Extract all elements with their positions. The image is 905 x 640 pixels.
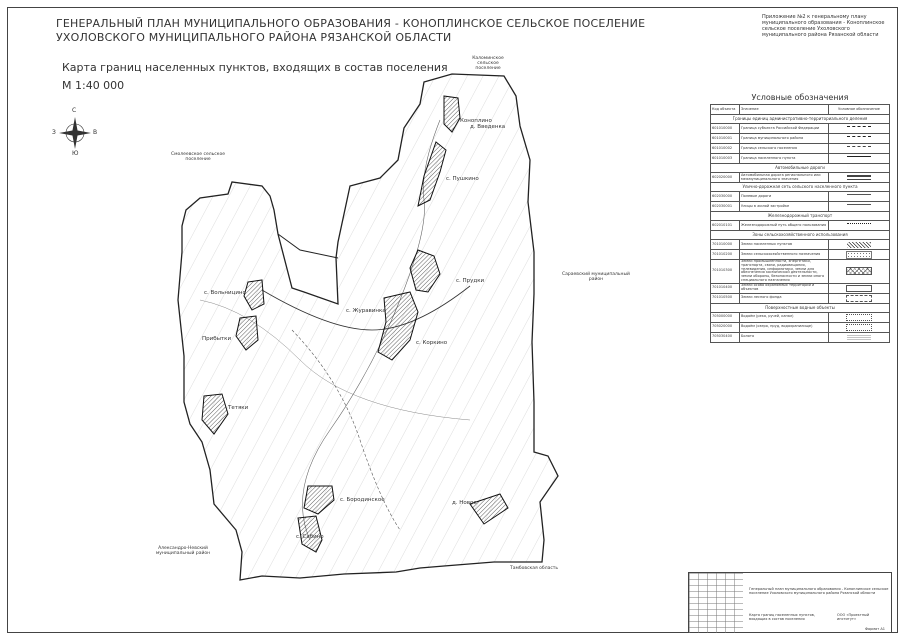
label-zhuravinka: с. Журавинка — [346, 308, 386, 314]
legend-section-title: Границы единиц административно-территориального деления — [711, 115, 890, 124]
legend-row — [711, 124, 890, 134]
label-novoe: д. Новое — [452, 500, 477, 506]
legend-symbol — [829, 124, 890, 134]
legend-section-title: Поверхностные водные объекты — [711, 303, 890, 312]
legend-row — [711, 283, 890, 293]
legend-code: 602020000 — [711, 173, 740, 183]
legend-symbol-thin-icon — [847, 204, 871, 209]
stamp-sheet-title: Карта границ населенных пунктов, входящих в состав поселения — [749, 613, 815, 621]
legend-symbol — [829, 134, 890, 144]
legend-symbol-cross-icon — [846, 267, 872, 275]
legend-symbol — [829, 260, 890, 284]
label-vvedenka: д. Введенка — [470, 124, 506, 130]
legend-code: 601010002 — [711, 144, 740, 154]
legend-item-name: Водоём (река, ручей, канал) — [740, 312, 829, 322]
legend-code: 601010001 — [711, 134, 740, 144]
legend-code: 601010000 — [711, 124, 740, 134]
legend-symbol — [829, 332, 890, 342]
legend-item-name: Автомобильная дорога регионального или межмуниципального значения — [740, 173, 829, 183]
title-block-grid — [689, 573, 743, 633]
legend-item-name: Земли сельскохозяйственного назначения — [740, 250, 829, 260]
label-borodinskoe: с. Бородинское — [340, 497, 385, 503]
legend-section-title: Улично-дорожная сеть сельского населенного пункта — [711, 183, 890, 192]
legend-row — [711, 202, 890, 212]
neighbor-north: Каломинское сельское поселение — [472, 56, 504, 71]
legend-symbol — [829, 154, 890, 164]
legend-code: 701010300 — [711, 260, 740, 284]
legend-col-code: Код объекта — [711, 105, 740, 115]
legend-symbol-rail-icon — [847, 223, 871, 228]
legend-item-name: Железнодорожный путь общего пользования — [740, 221, 829, 231]
legend-code: 705020000 — [711, 322, 740, 332]
legend-code: 701010200 — [711, 250, 740, 260]
legend-symbol — [829, 173, 890, 183]
legend-symbol-forest-icon — [846, 295, 872, 302]
legend-symbol-dots-icon — [846, 251, 872, 259]
stamp-format: Формат А1 — [865, 627, 885, 631]
legend-symbol-marsh-icon — [847, 334, 871, 340]
internal-boundary — [278, 234, 338, 258]
compass-west: З — [52, 129, 56, 136]
legend-col-name: Значение — [740, 105, 829, 115]
legend-section-title: Автомобильные дороги — [711, 164, 890, 173]
legend-table — [710, 104, 890, 343]
legend-symbol-water-icon — [846, 314, 872, 321]
legend-col-sign: Условное обозначение — [829, 105, 890, 115]
legend-code: 705030400 — [711, 332, 740, 342]
legend-symbol-dash-icon — [847, 146, 871, 151]
compass-north: С — [72, 107, 77, 114]
legend-symbol — [829, 240, 890, 250]
legend-section — [711, 231, 890, 240]
legend-code: 602010101 — [711, 221, 740, 231]
legend-symbol — [829, 293, 890, 303]
legend-row — [711, 134, 890, 144]
legend-code: 602030001 — [711, 202, 740, 212]
legend-row — [711, 293, 890, 303]
legend-row — [711, 240, 890, 250]
legend-row — [711, 154, 890, 164]
legend-symbol-water-icon — [846, 324, 872, 331]
legend-code: 701010000 — [711, 240, 740, 250]
legend-item-name: Улицы в жилой застройке — [740, 202, 829, 212]
legend-item-name: Граница субъекта Российской Федерации — [740, 124, 829, 134]
legend-symbol-thin-icon — [847, 194, 871, 199]
legend-item-name: Земли лесного фонда — [740, 293, 829, 303]
label-prudki: с. Прудки — [456, 278, 485, 284]
stamp-project: Генеральный план муниципального образования - Коноплинское сельское поселение Ухоловского муниципального района Рязанской области — [749, 587, 889, 595]
legend-code: 601010003 — [711, 154, 740, 164]
legend-section — [711, 183, 890, 192]
legend-section-title: Зоны сельскохозяйственного использования — [711, 231, 890, 240]
legend-symbol-dashdot-icon — [847, 136, 871, 141]
title-block — [688, 572, 892, 633]
legend-item-name: Болото — [740, 332, 829, 342]
neighbor-south: Тамбовская область — [510, 566, 559, 571]
neighbor-southwest: Александро-Невский муниципальный район — [155, 546, 211, 556]
legend-symbol-empty-icon — [846, 285, 872, 292]
map-title: Карта границ населенных пунктов, входящих в состав поселения — [62, 61, 448, 74]
legend-code: 701010400 — [711, 283, 740, 293]
label-pribytki: Прибытки — [202, 336, 232, 342]
label-tetyaki: Тетяки — [228, 405, 249, 411]
legend-symbol — [829, 322, 890, 332]
legend-section — [711, 164, 890, 173]
legend-item-name: Граница муниципального района — [740, 134, 829, 144]
legend-row — [711, 250, 890, 260]
legend-symbol — [829, 202, 890, 212]
compass-rose-icon — [59, 117, 91, 149]
legend-item-name: Земли промышленности, энергетики, транспорта, связи, радиовещания, телевидения, информатики, земли для обеспечения космической деятельности, земли обороны, безопасности и земли иного специального назначения — [740, 260, 829, 284]
neighbor-east: Сараевский муниципальный район — [562, 272, 630, 282]
legend-symbol — [829, 144, 890, 154]
legend-item-name: Водоём (озеро, пруд, водохранилище) — [740, 322, 829, 332]
title-line-1: ГЕНЕРАЛЬНЫЙ ПЛАН МУНИЦИПАЛЬНОГО ОБРАЗОВАНИЯ - КОНОПЛИНСКОЕ СЕЛЬСКОЕ ПОСЕЛЕНИЕ — [56, 17, 646, 30]
label-volnitsino: с. Вольницино — [204, 290, 246, 296]
label-pushkino: с. Пушкино — [446, 176, 479, 182]
legend-section — [711, 212, 890, 221]
label-korkino: с. Коркино — [416, 340, 448, 346]
legend-header-row — [711, 105, 890, 115]
legend-item-name: Полевые дороги — [740, 192, 829, 202]
legend-title: Условные обозначения — [751, 93, 849, 102]
label-konoplino: Коноплино — [460, 118, 492, 124]
legend — [710, 93, 890, 343]
legend-section — [711, 115, 890, 124]
legend-row — [711, 144, 890, 154]
legend-code: 602030000 — [711, 192, 740, 202]
map-scale: М 1:40 000 — [62, 79, 125, 92]
label-sabino: с. Сабино — [296, 534, 324, 540]
neighbor-northwest: Смолеевское сельское поселение — [171, 152, 225, 162]
legend-symbol — [829, 250, 890, 260]
legend-symbol-road-icon — [847, 175, 871, 180]
appendix-note: Приложение №2 к генеральному плану муниципального образования - Коноплинское сельское поселение Ухоловского муниципального района Рязанской области — [762, 14, 885, 38]
legend-row — [711, 322, 890, 332]
compass-south: Ю — [72, 150, 79, 157]
legend-symbol — [829, 192, 890, 202]
legend-item-name: Земли особо охраняемых территорий и объектов — [740, 283, 829, 293]
legend-row — [711, 221, 890, 231]
legend-item-name: Граница населенного пункта — [740, 154, 829, 164]
legend-row — [711, 260, 890, 284]
legend-item-name: Граница сельского поселения — [740, 144, 829, 154]
legend-symbol — [829, 312, 890, 322]
legend-section — [711, 303, 890, 312]
legend-row — [711, 173, 890, 183]
compass-east: В — [93, 129, 98, 136]
legend-code: 705000000 — [711, 312, 740, 322]
legend-symbol-dashdot-icon — [847, 126, 871, 131]
stamp-org: ООО «Проектный институт» — [837, 613, 870, 621]
legend-item-name: Земли населенных пунктов — [740, 240, 829, 250]
legend-symbol — [829, 221, 890, 231]
legend-symbol-solid-icon — [847, 156, 871, 161]
legend-code: 701010500 — [711, 293, 740, 303]
legend-row — [711, 192, 890, 202]
legend-section-title: Железнодорожный транспорт — [711, 212, 890, 221]
legend-row — [711, 332, 890, 342]
legend-symbol-hatch-icon — [847, 242, 871, 248]
legend-row — [711, 312, 890, 322]
title-line-2: УХОЛОВСКОГО МУНИЦИПАЛЬНОГО РАЙОНА РЯЗАНСКОЙ ОБЛАСТИ — [56, 31, 452, 44]
legend-symbol — [829, 283, 890, 293]
